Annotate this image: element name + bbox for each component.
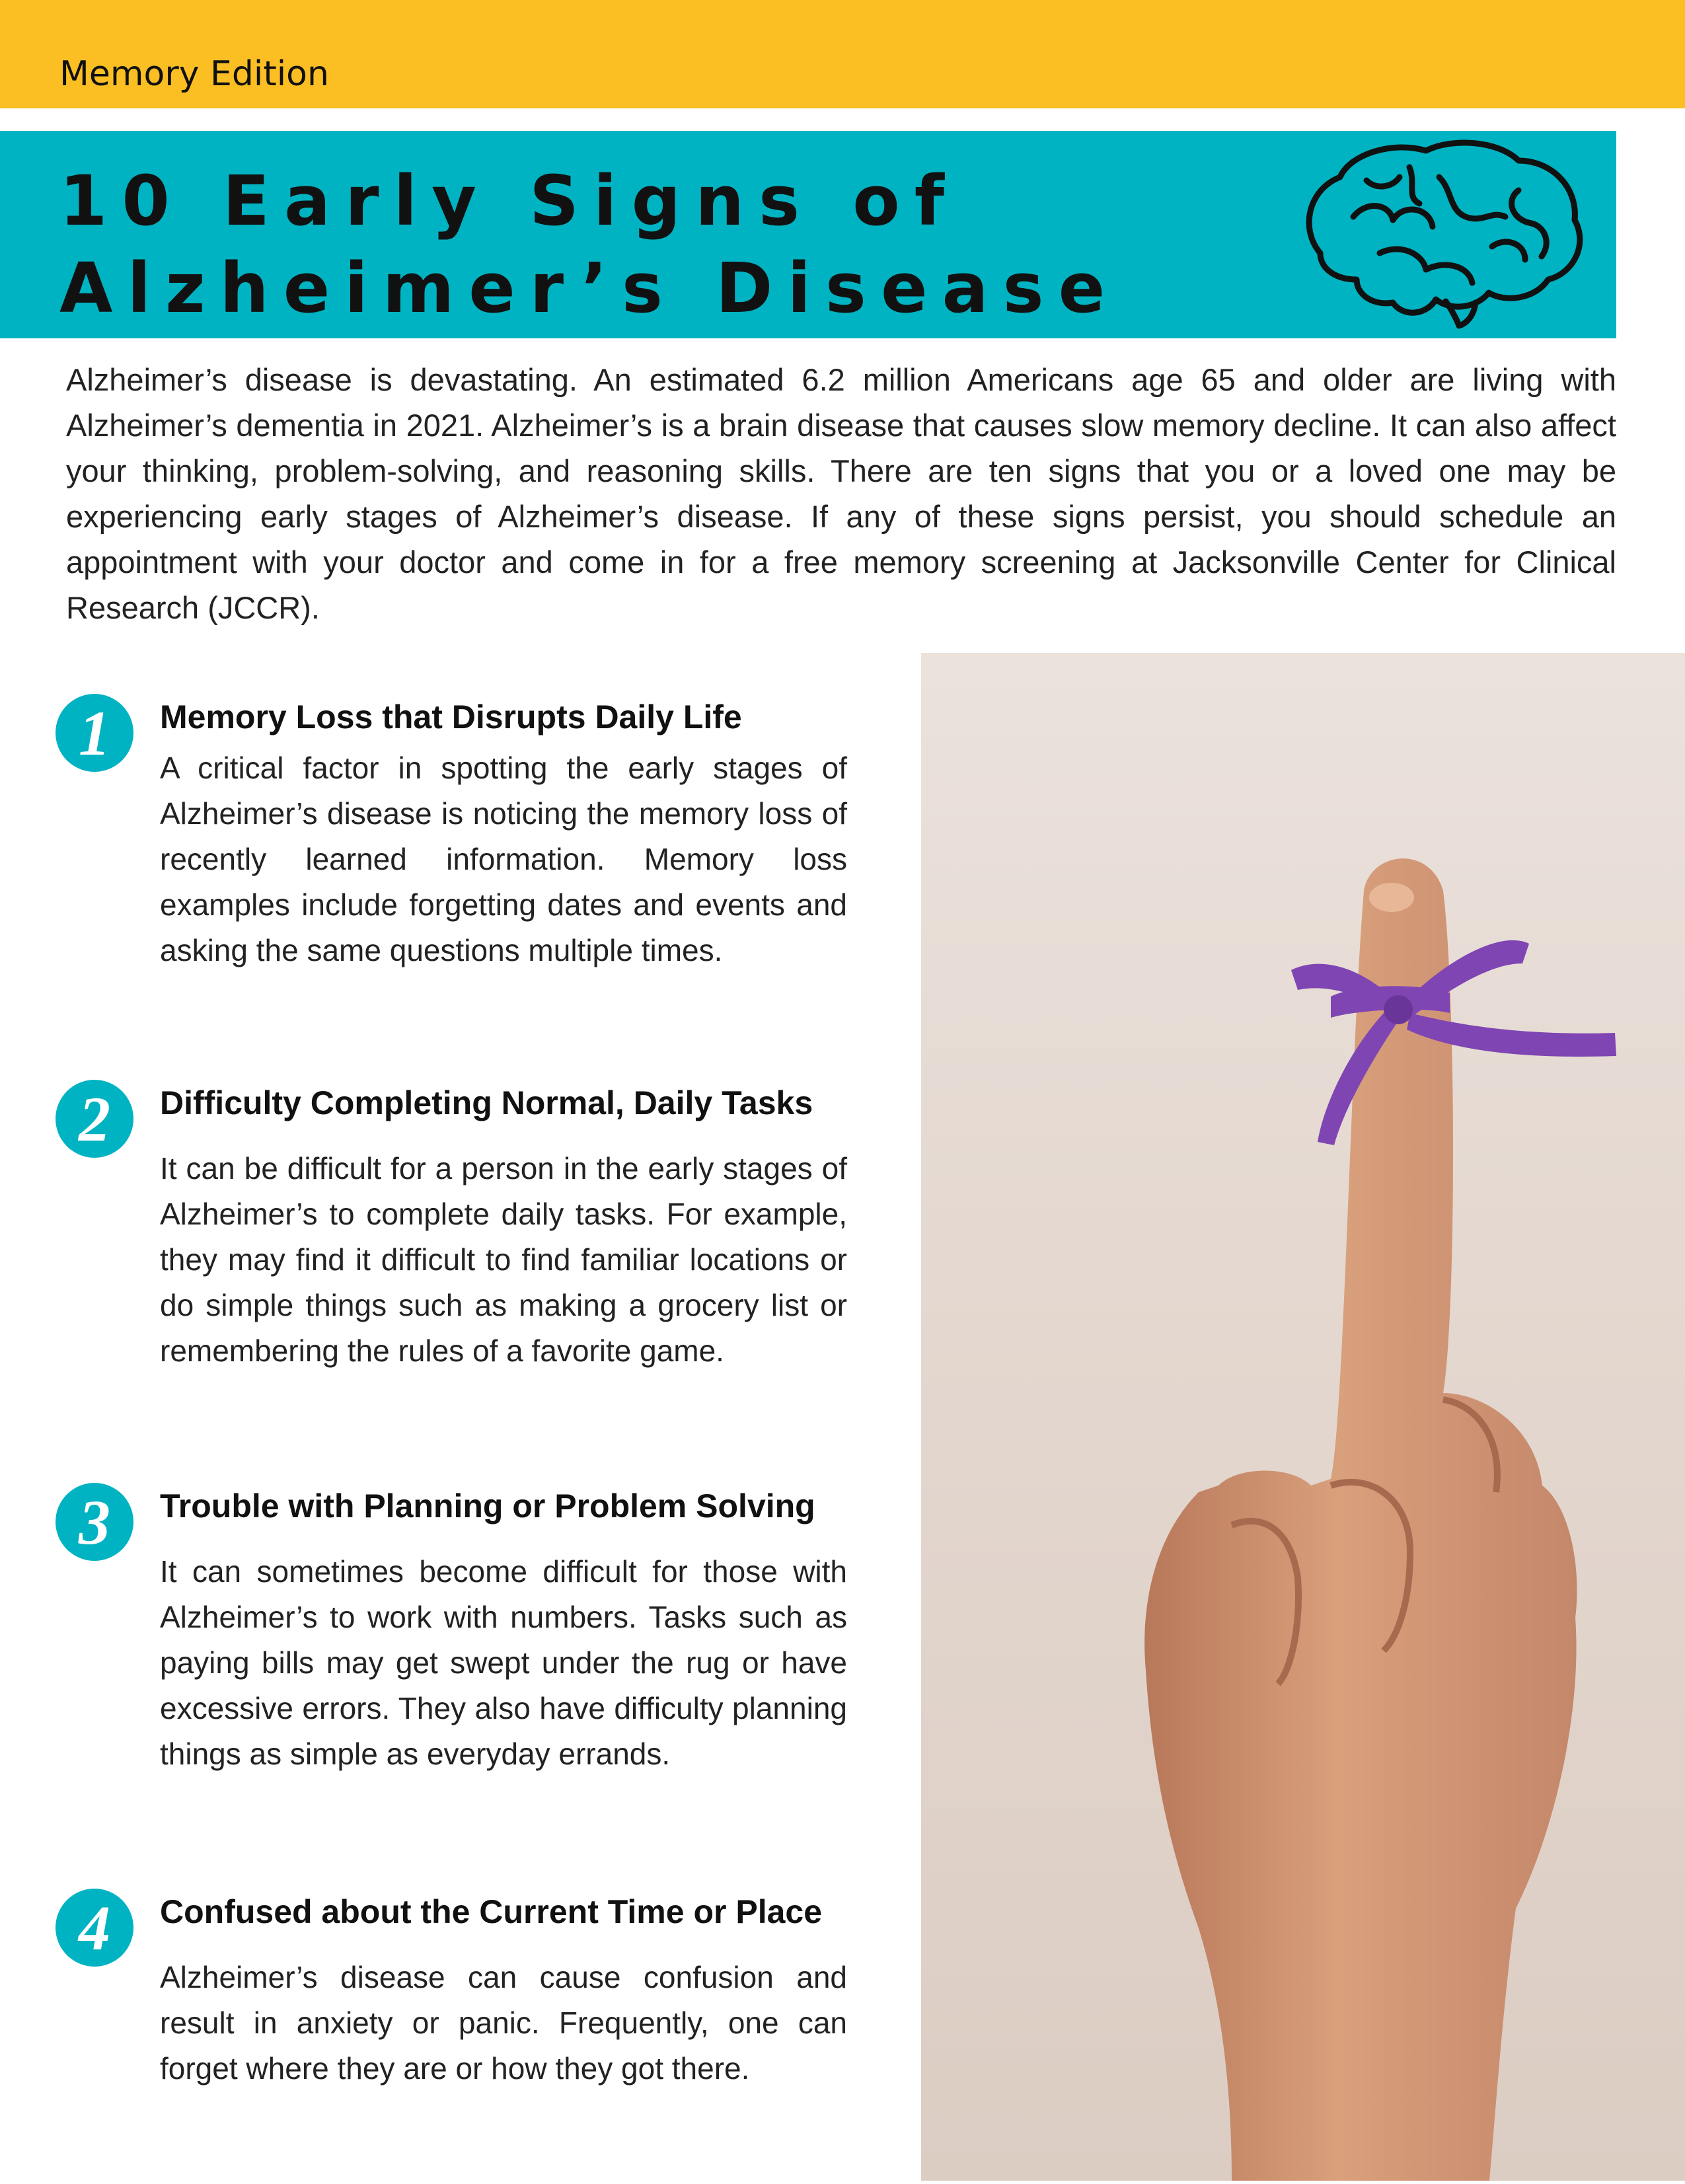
sign-heading: Memory Loss that Disrupts Daily Life xyxy=(160,698,742,735)
sign-number-badge: 2 xyxy=(56,1080,133,1158)
sign-number-badge: 4 xyxy=(56,1889,133,1967)
sign-number-badge: 1 xyxy=(56,694,133,772)
purple-ribbon xyxy=(1291,940,1616,1145)
sign-number-badge: 3 xyxy=(56,1483,133,1561)
page-title xyxy=(59,157,1119,332)
edition-label: Memory Edition xyxy=(59,54,329,94)
sign-body: A critical factor in spotting the early stages of Alzheimer’s disease is noticing the memory loss of recently learned information. Memory loss examples include forgetting dates and events and asking the same questions multiple times. xyxy=(160,751,847,967)
title-line-1: 10 Early Signs of xyxy=(59,161,959,241)
sign-body: It can be difficult for a person in the early stages of Alzheimer’s to complete daily tasks. For example, they may find it difficult to find familiar locations or do simple things such as making a grocery list or remembering the rules of a favorite game. xyxy=(160,1151,847,1368)
sign-body: Alzheimer’s disease can cause confusion and result in anxiety or panic. Frequently, one can forget where they are or how they got there. xyxy=(160,1960,847,2086)
title-line-2: Alzheimer’s Disease xyxy=(59,248,1120,328)
brain-icon xyxy=(1294,137,1591,329)
finger-with-purple-ribbon-photo xyxy=(921,653,1685,2181)
sign-heading: Trouble with Planning or Problem Solving xyxy=(160,1487,815,1525)
sign-heading: Confused about the Current Time or Place xyxy=(160,1893,823,1930)
sign-body: It can sometimes become difficult for those with Alzheimer’s to work with numbers. Tasks such as paying bills may get swept under the rug or have excessive errors. They also have difficulty planning things as simple as everyday errands. xyxy=(160,1554,847,1771)
sign-heading: Difficulty Completing Normal, Daily Tasks xyxy=(160,1084,813,1121)
finger-ribbon-photo xyxy=(921,653,1685,2181)
intro-paragraph: Alzheimer’s disease is devastating. An estimated 6.2 million Americans age 65 and older are living with Alzheimer’s dementia in 2021. Alzheimer’s is a brain disease that causes slow memory decline. It can also affect your thinking, problem-solving, and reasoning skills. There are ten signs that you or a loved one may be experiencing early stages of Alzheimer’s disease. If any of these signs persist, you should schedule an appointment with your doctor and come in for a free memory screening at Jacksonville Center for Clinical Research (JCCR). xyxy=(66,362,1616,625)
